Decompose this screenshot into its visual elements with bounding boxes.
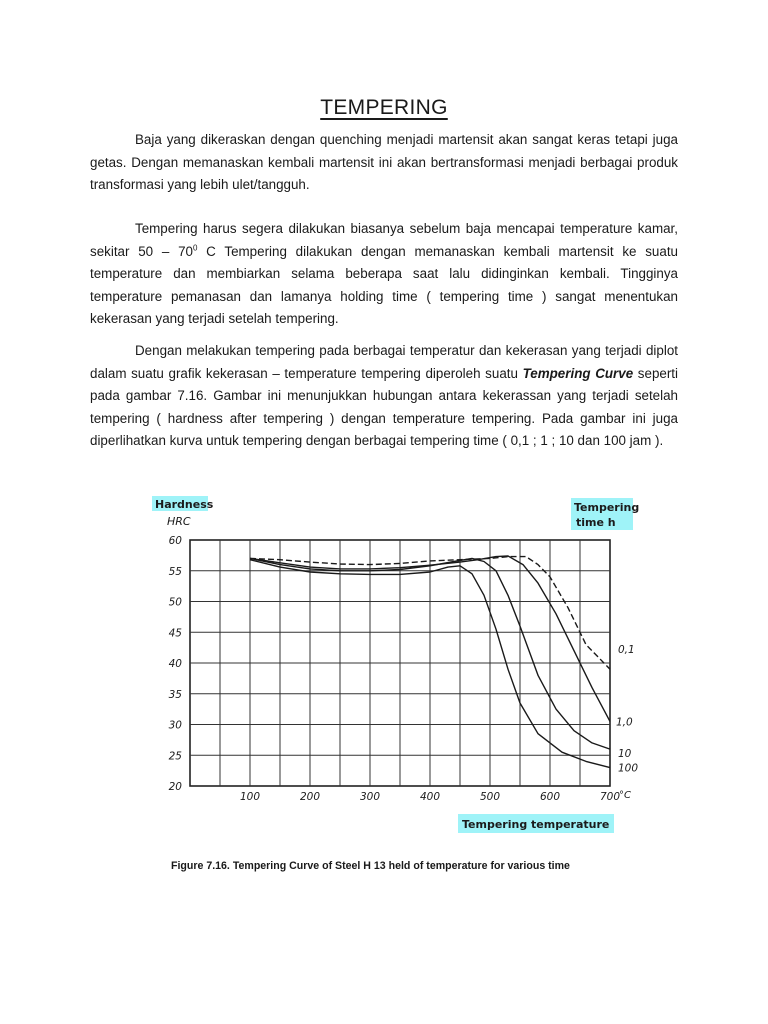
paragraph-2: Tempering harus segera dilakukan biasanya sebelum baja mencapai temperature kamar, sekitar $50 - 70^0$ C Tempering dilakukan dengan memanaskan kembali martensit ke suatu temperature dan membiarkan selama beberapa saat lalu didinginkan kembali. Tingginya temperature pemanasan dan lamanya holding time ( tempering time ) sangat menentukan kekerasan yang terjadi setelah tempering. — [90, 221, 678, 327]
paragraph-3: Dengan melakukan tempering pada berbagai temperatur dan kekerasan yang terjadi diplot dalam suatu grafik kekerasan – temperature tempering diperoleh suatu Tempering Curve seperti pada gambar 7.16. Gambar ini menunjukkan hubungan antara kekerassan yang terjadi setelah tempering ( hardness after tempering ) dengan temperature tempering. Pada gambar ini juga diperlihatkan kurva untuk tempering dengan berbagai tempering time ( 0,1 ; 1 ; 10 dan 100 jam ). — [90, 343, 678, 449]
y-tick-label: 35 — [168, 688, 182, 701]
x-tick-label: 100 — [239, 791, 261, 803]
y-tick-label: 25 — [168, 750, 182, 763]
x-axis-label: Tempering temperature — [462, 818, 610, 831]
emphasis-tempering-curve: Tempering Curve — [522, 365, 634, 381]
document-title: TEMPERING — [320, 96, 448, 119]
series-labels — [616, 644, 638, 774]
figure-caption: Figure 7.16. Tempering Curve of Steel H 13 held of temperature for various time — [171, 860, 570, 872]
tempering-time-label: Tempering — [574, 501, 640, 514]
paragraph-1: Baja yang dikeraskan dengan quenching menjadi martensit akan sangat keras tetapi juga getas. Dengan memanaskan kembali martensit ini akan bertransformasi menjadi berbagai produk transformasi yang lebih ulet/tangguh. — [90, 132, 678, 193]
tempering-curve-chart — [0, 486, 768, 840]
series-label: 0,1 — [618, 644, 635, 657]
series-label: 100 — [618, 762, 639, 775]
y-axis-label-hardness: Hardness — [155, 498, 214, 511]
series-label: 1,0 — [616, 716, 633, 729]
x-tick-label: 300 — [359, 791, 381, 803]
y-tick-label: 55 — [168, 565, 182, 578]
y-tick-label: 45 — [168, 627, 182, 640]
degree-superscript: 0 — [192, 243, 198, 253]
x-tick-label: 400 — [419, 791, 441, 803]
y-tick-label: 50 — [168, 596, 182, 609]
y-tick-label: 40 — [168, 658, 182, 670]
x-axis-unit: °C — [619, 790, 631, 801]
y-tick-label: 30 — [168, 719, 182, 732]
chart-grid — [190, 540, 610, 786]
series-label: 10 — [618, 748, 632, 761]
x-tick-label: 600 — [539, 791, 561, 803]
x-tick-label: 500 — [479, 791, 501, 803]
x-tick-label: 200 — [299, 791, 321, 803]
y-tick-label: 60 — [168, 535, 182, 547]
y-tick-labels — [169, 535, 183, 793]
tempering-curve-figure — [0, 486, 768, 840]
y-tick-label: 20 — [168, 781, 182, 793]
x-tick-label: 700 — [599, 791, 621, 803]
tempering-time-unit-label: time h — [576, 516, 616, 529]
x-tick-labels — [240, 791, 620, 803]
y-axis-label-hrc: HRC — [167, 515, 191, 528]
